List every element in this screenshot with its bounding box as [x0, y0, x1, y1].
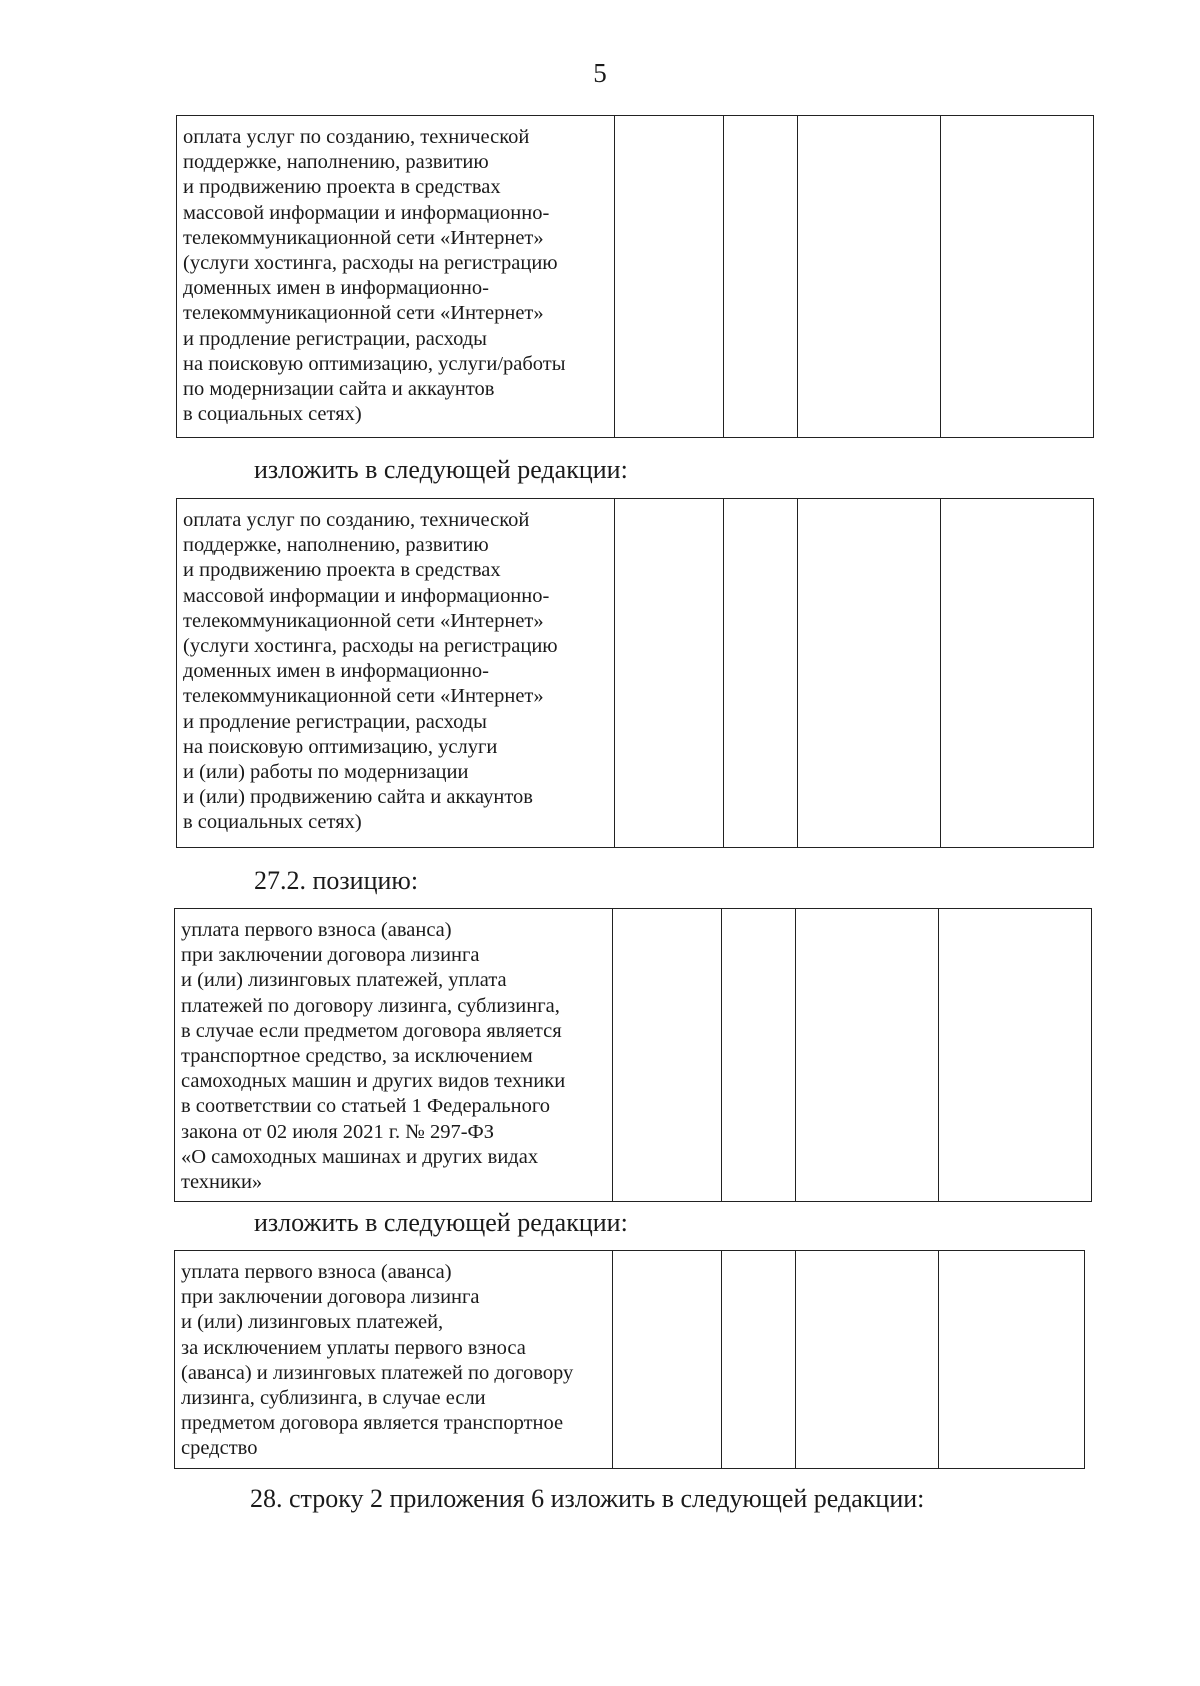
expense-description-text: оплата услуг по созданию, технической поддержке, наполнению, развитию и продвижению проекта в средствах массовой информации и информационно- телекоммуникационной сети «Интернет» (услуги хостинга, расходы на регистрацию доменных имен в информационно- телекоммуникационной сети «Интернет» и продление регистрации, расходы на поисковую оптимизацию, услуги и (или) работы по модернизации и (или) продвижению сайта и аккаунтов в социальных сетях) — [183, 509, 558, 834]
expense-description-text: уплата первого взноса (аванса) при заключении договора лизинга и (или) лизинговых платежей, за исключением уплаты первого взноса (аванса) и лизинговых платежей по договору лизинга, сублизинга, в случае если предметом договора является транспортное средство — [181, 1261, 574, 1460]
empty-cell — [796, 1251, 939, 1469]
expense-description-cell — [175, 909, 613, 1202]
empty-cell — [798, 116, 941, 438]
empty-cell — [941, 499, 1094, 848]
budget-table-new-hosting — [176, 498, 1094, 848]
empty-cell — [722, 1251, 796, 1469]
empty-cell — [939, 1251, 1085, 1469]
empty-cell — [615, 499, 724, 848]
expense-description-text: оплата услуг по созданию, технической поддержке, наполнению, развитию и продвижению проекта в средствах массовой информации и информационно- телекоммуникационной сети «Интернет» (услуги хостинга, расходы на регистрацию доменных имен в информационно- телекоммуникационной сети «Интернет» и продление регистрации, расходы на поисковую оптимизацию, услуги/работы по модернизации сайта и аккаунтов в социальных сетях) — [183, 126, 566, 426]
budget-table-new-leasing — [174, 1250, 1085, 1469]
empty-cell — [613, 1251, 722, 1469]
paragraph-position-27-2: 27.2. позицию: — [254, 866, 419, 895]
empty-cell — [796, 909, 939, 1202]
budget-table-old-leasing — [174, 908, 1092, 1202]
expense-description-cell — [177, 116, 615, 438]
paragraph-item-28: 28. строку 2 приложения 6 изложить в следующей редакции: — [250, 1484, 925, 1513]
expense-description-cell — [177, 499, 615, 848]
empty-cell — [798, 499, 941, 848]
expense-description-text: уплата первого взноса (аванса) при заключении договора лизинга и (или) лизинговых платежей, уплата платежей по договору лизинга, сублизинга, в случае если предметом договора является транспортное средство, за исключением самоходных машин и других видов техники в соответствии со статьей 1 Федерального закона от 02 июля 2021 г. № 297-ФЗ «О самоходных машинах и других видах техники» — [181, 919, 566, 1194]
paragraph-redaction-2: изложить в следующей редакции: — [254, 1208, 628, 1237]
empty-cell — [613, 909, 722, 1202]
empty-cell — [722, 909, 796, 1202]
empty-cell — [724, 116, 798, 438]
page-number: 5 — [593, 58, 607, 88]
paragraph-redaction-1: изложить в следующей редакции: — [254, 455, 628, 484]
empty-cell — [615, 116, 724, 438]
budget-table-old-hosting — [176, 115, 1094, 438]
empty-cell — [724, 499, 798, 848]
empty-cell — [941, 116, 1094, 438]
empty-cell — [939, 909, 1092, 1202]
expense-description-cell — [175, 1251, 613, 1469]
